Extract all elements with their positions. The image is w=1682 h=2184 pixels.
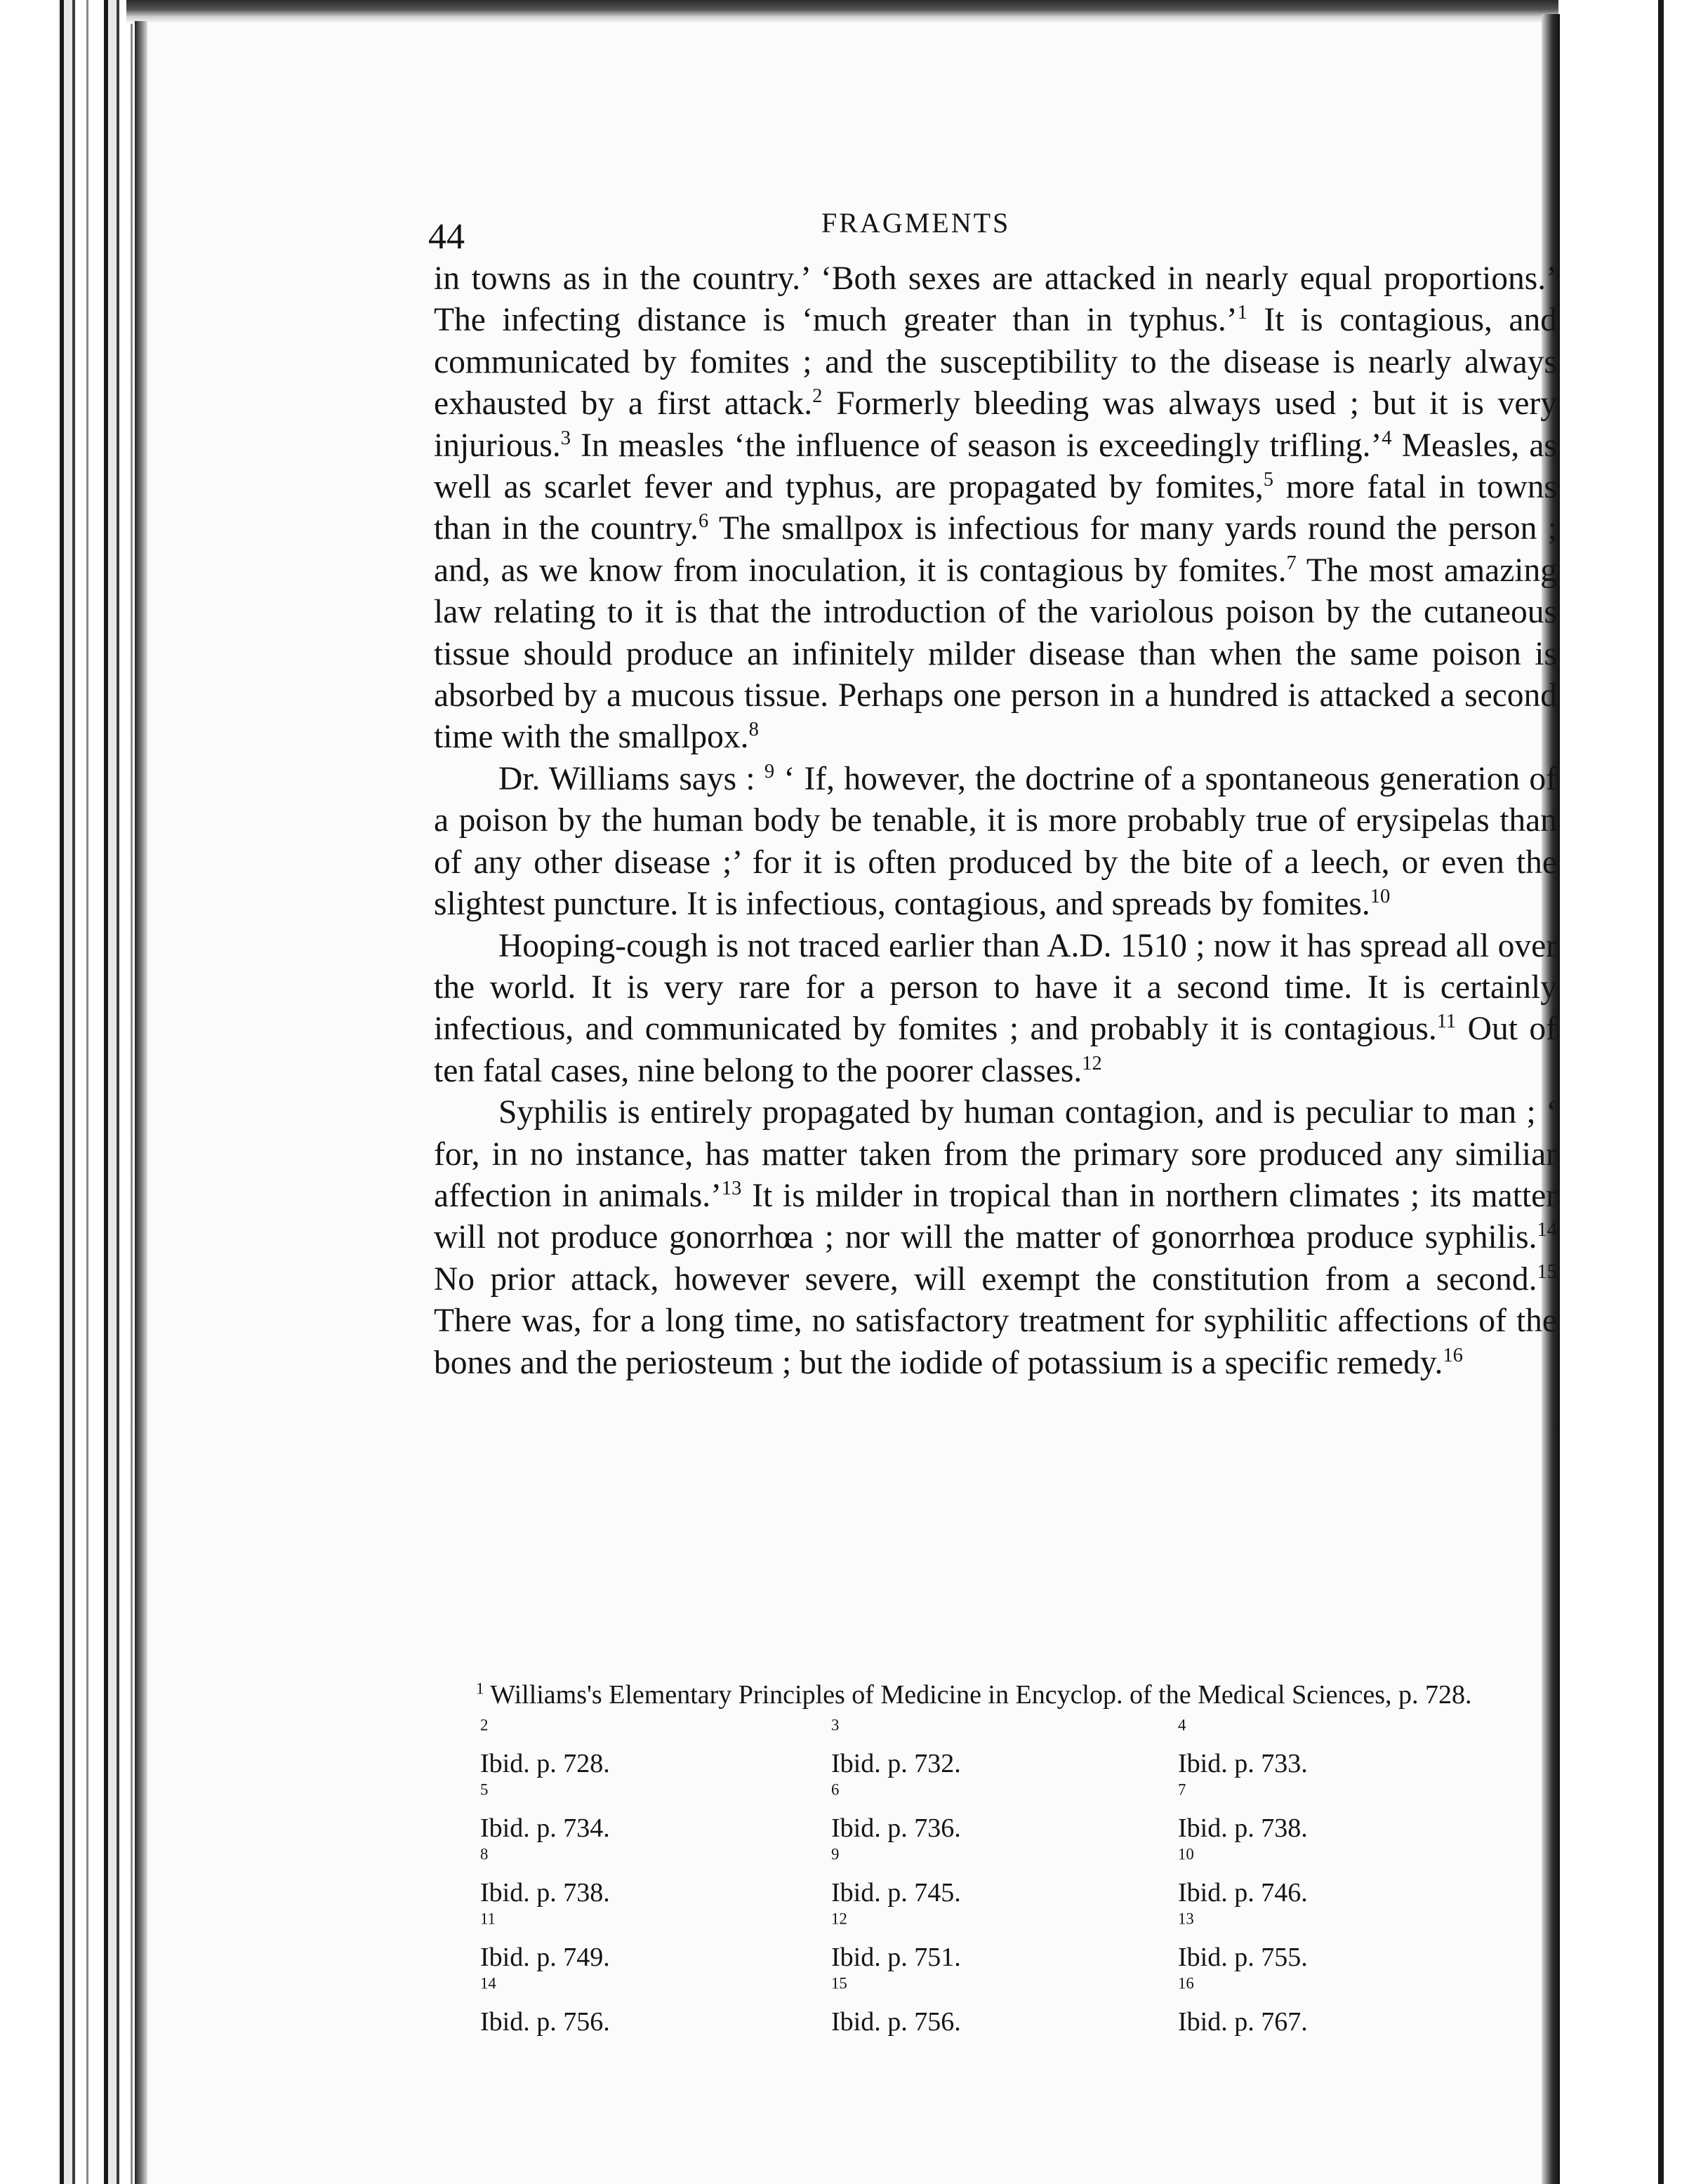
text-run: The most amazing law relating to it is that the introduction of the variolous poison by the cutaneous tissue should produce an infinitely milder disease than when the same poison is absorbed by a mucous tissue. Perhaps one person in a hundred is attacked a second time with the smallpox. — [434, 552, 1557, 756]
footnote — [434, 1679, 1585, 1711]
footnote-ref: 14 — [1537, 1219, 1557, 1241]
scan-margin-left — [0, 0, 49, 2184]
footnote-ref: 12 — [1082, 1052, 1102, 1074]
footnote-entry — [480, 1844, 831, 1909]
footnote-number: 5 — [480, 1780, 489, 1799]
footnote-number: 16 — [1178, 1974, 1194, 1992]
footnote-entry — [480, 1715, 831, 1780]
footnote-number: 6 — [831, 1780, 840, 1799]
footnote-ref: 7 — [1286, 552, 1297, 574]
text-run: It is contagious, and communicated by fomites ; and the susceptibility to the disease is nearly always exhausted by a first attack. — [434, 302, 1558, 422]
footnote-grid — [480, 1715, 1585, 2038]
footnote-text: Ibid. p. 755. — [1178, 1943, 1308, 1972]
footnote-ref: 3 — [560, 427, 571, 449]
footnote-entry — [480, 1973, 831, 2038]
footnote-entry — [480, 1909, 831, 1973]
footnote-number: 7 — [1178, 1780, 1186, 1799]
facing-page-edge — [1658, 0, 1664, 2184]
footnote-text: Ibid. p. 745. — [831, 1878, 961, 1907]
footnote-entry — [1178, 1844, 1529, 1909]
footnote-number: 13 — [1178, 1910, 1194, 1928]
footnote-ref: 4 — [1382, 427, 1392, 449]
text-run: in towns as in the country.’ ‘Both sexes are attacked in nearly equal proportions.’ The infecting distance is ‘much greater than in typhus.’ — [434, 260, 1557, 339]
paragraph — [434, 258, 1557, 759]
footnote-entry — [480, 1780, 831, 1844]
footnote-entry — [831, 1715, 1178, 1780]
paragraph — [434, 926, 1557, 1093]
footnote-entry — [831, 1909, 1178, 1973]
footnote-entry — [1178, 1780, 1529, 1844]
footnote-number: 10 — [1178, 1845, 1194, 1863]
text-run: more fatal in towns than in the country. — [434, 469, 1557, 547]
footnote-entry — [831, 1973, 1178, 2038]
footnote-ref: 16 — [1443, 1344, 1463, 1366]
footnotes — [434, 1679, 1585, 2038]
text-run: No prior attack, however severe, will exempt the constitution from a second. — [434, 1260, 1537, 1298]
footnote-number: 4 — [1178, 1716, 1186, 1734]
footnote-ref: 15 — [1537, 1260, 1557, 1283]
page-header — [147, 206, 1542, 257]
footnote-ref: 2 — [812, 385, 823, 408]
book-page — [147, 24, 1558, 2184]
footnote-ref: 5 — [1263, 468, 1274, 491]
body-text — [434, 258, 1557, 1384]
footnote-text: Ibid. p. 728. — [480, 1749, 610, 1778]
paragraph — [434, 759, 1557, 926]
footnote-text: Ibid. p. 756. — [831, 2007, 961, 2037]
page-number: 44 — [428, 217, 465, 257]
text-run: Measles, as well as scarlet fever and typhus, are propagated by fomites, — [434, 427, 1558, 506]
footnote-number: 14 — [480, 1974, 496, 1992]
footnote-number: 8 — [480, 1845, 489, 1863]
text-run: In measles ‘the influence of season is exceedingly trifling.’ — [571, 427, 1382, 464]
footnote-entry — [831, 1844, 1178, 1909]
text-run: ‘ If, however, the doctrine of a spontaneous generation of a poison by the human body be tenable, it is more probably true of erysipelas than of any other disease ;’ for it is often produced by the bite of a leech, or even the slightest puncture. It is infectious, contagious, and spreads by fomites. — [434, 760, 1557, 923]
footnote-text: Ibid. p. 749. — [480, 1943, 610, 1972]
footnote-number: 1 — [476, 1679, 484, 1698]
text-run: It is milder in tropical than in northern climates ; its matter will not produce gonorrhœa ; nor will the matter of gonorrhœa produce syphilis. — [434, 1177, 1557, 1256]
footnote-ref: 1 — [1237, 302, 1247, 324]
text-run: Formerly bleeding was always used ; but it is very injurious. — [434, 385, 1557, 464]
footnote-text: Ibid. p. 734. — [480, 1813, 610, 1843]
footnote-entry — [1178, 1909, 1529, 1973]
footnote-text: Ibid. p. 736. — [831, 1813, 961, 1843]
footnote-text: Ibid. p. 732. — [831, 1749, 961, 1778]
text-run: There was, for a long time, no satisfactory treatment for syphilitic affections of the bones and the periosteum ; but the iodide of potassium is a specific remedy. — [434, 1303, 1557, 1381]
footnote-number: 15 — [831, 1974, 847, 1992]
book-spine-shadow — [135, 21, 147, 2184]
text-run: Syphilis is entirely propagated by human contagion, and is peculiar to man ; ‘ for, in no instance, has matter taken from the primary sore produced any similiar affection in animals.’ — [434, 1094, 1557, 1214]
text-run: Dr. Williams says : — [498, 760, 764, 797]
footnote-ref: 6 — [698, 510, 709, 533]
footnote-number: 11 — [480, 1910, 496, 1928]
footnote-number: 9 — [831, 1845, 840, 1863]
text-run: Hooping-cough is not traced earlier than A.D. 1510 ; now it has spread all over the world. It is very rare for a person to have it a second time. It is certainly infectious, and communicated by fomites ; and probably it is contagious. — [434, 927, 1557, 1048]
footnote-text: Ibid. p. 756. — [480, 2007, 610, 2037]
footnote-text: Ibid. p. 751. — [831, 1943, 961, 1972]
footnote-text: Ibid. p. 767. — [1178, 2007, 1308, 2037]
footnote-entry — [831, 1780, 1178, 1844]
footnote-text: Ibid. p. 738. — [480, 1878, 610, 1907]
paragraph — [434, 1092, 1557, 1384]
footnote-ref: 8 — [748, 719, 759, 741]
footnote-ref: 10 — [1370, 886, 1391, 907]
footnote-text: Ibid. p. 738. — [1178, 1813, 1308, 1843]
footnote-entry — [1178, 1973, 1529, 2038]
footnote-number: 3 — [831, 1716, 840, 1734]
footnote-ref: 9 — [764, 760, 775, 783]
footnote-text: Ibid. p. 733. — [1178, 1749, 1308, 1778]
scan-edge-top — [126, 0, 1558, 24]
text-run: Out of ten fatal cases, nine belong to the poorer classes. — [434, 1011, 1557, 1089]
footnote-entry — [1178, 1715, 1529, 1780]
text-run: The smallpox is infectious for many yards round the person ; and, as we know from inoculation, it is contagious by fomites. — [434, 510, 1557, 589]
footnote-text: Ibid. p. 746. — [1178, 1878, 1308, 1907]
footnote-text: Williams's Elementary Principles of Medicine in Encyclop. of the Medical Sciences, p. 728. — [490, 1680, 1472, 1710]
footnote-number: 12 — [831, 1910, 847, 1928]
running-head: FRAGMENTS — [821, 207, 1011, 239]
footnote-ref: 11 — [1436, 1011, 1457, 1033]
footnote-number: 2 — [480, 1716, 489, 1734]
footnote-ref: 13 — [721, 1177, 742, 1199]
